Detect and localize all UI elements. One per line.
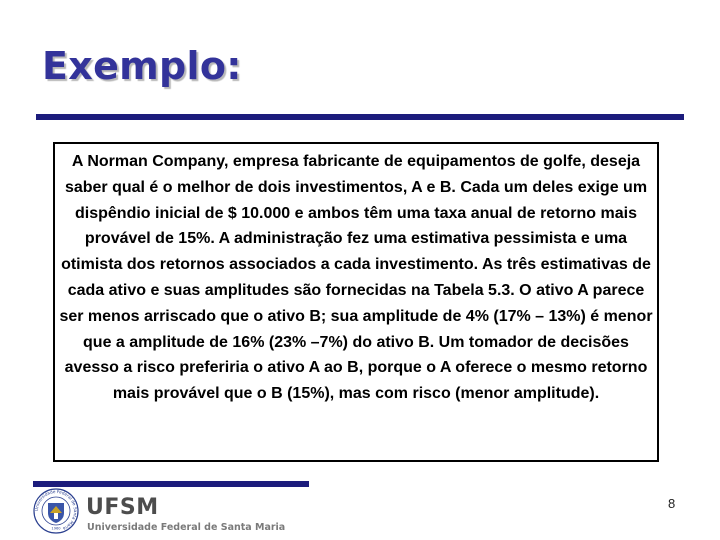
example-text-box bbox=[53, 142, 659, 462]
footer-divider bbox=[33, 481, 309, 487]
title-divider bbox=[36, 114, 684, 120]
page-number: 8 bbox=[668, 496, 676, 511]
seal-year: 1960 bbox=[51, 526, 61, 531]
slide-title: Exemplo: bbox=[42, 44, 242, 88]
university-name: Universidade Federal de Santa Maria bbox=[87, 522, 286, 533]
seal-ring-text: Universidade Federal de Santa Maria bbox=[33, 488, 79, 532]
example-paragraph: A Norman Company, empresa fabricante de equipamentos de golfe, deseja saber qual é o melhor de dois investimentos, A e B. Cada um deles exige um dispêndio inicial de $ 10.000 e ambos têm uma taxa anual de retorno mais provável de 15%. A administração fez uma estimativa pessimista e uma otimista dos retornos associados a cada investimento. As três estimativas de cada ativo e suas amplitudes são fornecidas na Tabela 5.3. O ativo A parece ser menos arriscado que o ativo B; sua amplitude de 4% (17% – 13%) é menor que a amplitude de 16% (23% –7%) do ativo B. Um tomador de decisões avesso a risco preferiria o ativo A ao B, porque o A oferece o mesmo retorno mais provável que o B (15%), mas com risco (menor amplitude). bbox=[59, 153, 653, 403]
ufsm-logo-text: UFSM bbox=[86, 495, 159, 520]
university-seal-icon bbox=[33, 488, 79, 534]
